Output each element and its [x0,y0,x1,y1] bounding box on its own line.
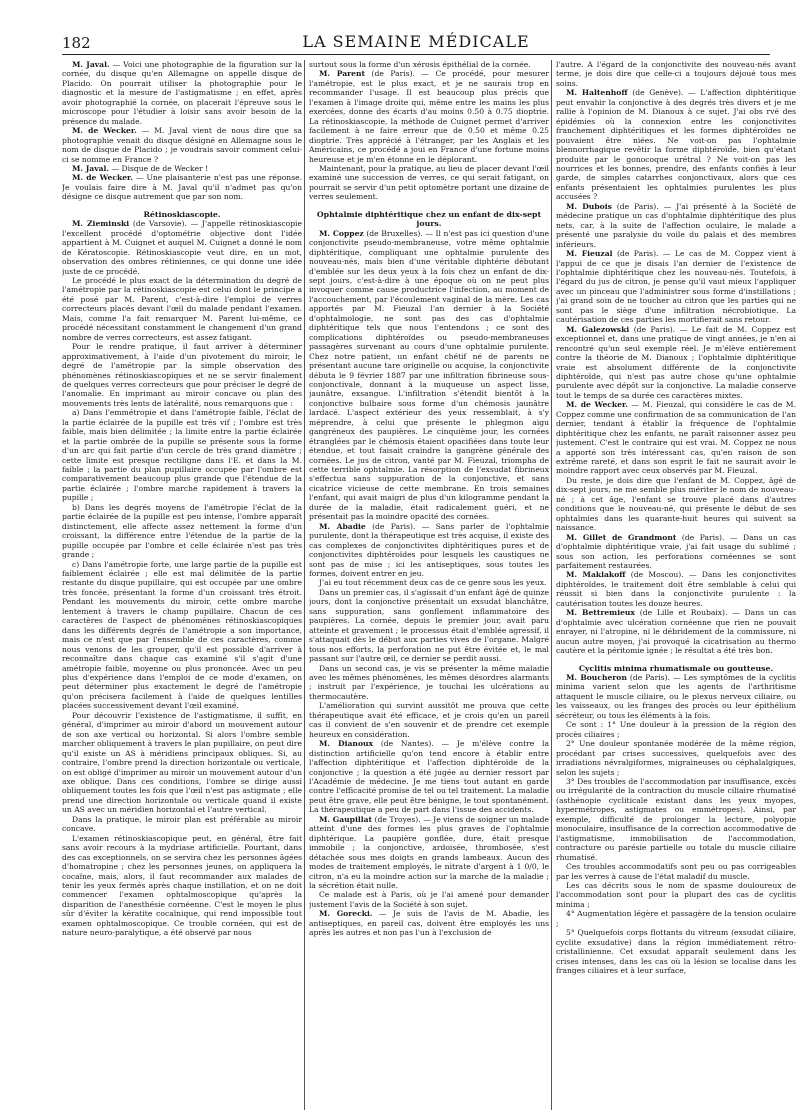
paragraph [309,739,549,815]
paragraph [62,60,302,126]
paragraph [62,219,302,276]
paragraph-text: Ce sont : 1° Une douleur à la pression de la région des procès ciliaires ; [556,720,796,739]
paragraph-text: (de Nantes). — Je m'élève contre la distinction artificielle qu'on tend encore à établir entre l'affection diphtéritique et l'affection diphtéroïde de la conjonctive ; la question a été jugée au dernier ressort par l'Académie de médecine. Je me tiens tout autant en garde contre l'efficacité promise de tel ou tel traitement. La maladie peut être grave, elle peut être bénigne, le tout spontanément. La thérapeutique a peu de part dans l'issue des accidents. [309,739,549,815]
journal-title: LA SEMAINE MÉDICALE [302,32,530,51]
speaker-name: M. Javal. [72,163,110,173]
paragraph-text: (de Paris). — Sans parler de l'ophtalmie purulente, dont la thérapeutique est très acquise, il existe des cas complexes de conjonctivites diphtéritiques pures et de conjonctivites diphtéroïdes pour lesquels les caustiques ne sont pas de mise ; ici les antiseptiques, sous toutes les formes, doivent entrer en jeu. [309,521,549,579]
paragraph [309,69,549,164]
paragraph [62,560,302,711]
speaker-name: M. Maklakoff [566,570,626,580]
paragraph [556,325,796,401]
paragraph [556,202,796,249]
paragraph-text: (de Paris). — Le fait de M. Coppez est exceptionnel et, dans une pratique de vingt années, je n'en ai rencontré qu'un seul exemple réel. Je m'élève entièrement contre la théorie de M. Dianoux ; l'ophtalmie diphtéritique vraie est absolument différente de la conjonctivite diphtéroïde, qui n'est pas autre chose qu'une ophtalmie purulente avec dépôt sur la conjonctive. La maladie conserve tout le temps de sa durée ces caractères mixtes. [556,324,796,400]
paragraph [556,777,796,862]
speaker-name: M. Parent [319,69,366,79]
paragraph-text: Ce malade est à Paris, où je l'ai amené pour demander justement l'avis de la Société à son sujet. [309,890,549,909]
text-column-left [62,60,302,1110]
speaker-name: M. Gorecki. [319,909,373,919]
paragraph-text: — Je suis de l'avis de M. Abadie, les antiseptiques, en pareil cas, doivent être employés les uns après les autres et non pas l'un à l'exclusion de [309,909,549,938]
paragraph [556,533,796,571]
paragraph-text: a) Dans l'emmétropie et dans l'amétropie faible, l'éclat de la partie éclairée de la pupille est très vif ; l'ombre est très faible, mais bien délimitée ; la limite entre la partie éclairée et la partie ombrée de la pupille se présente sous la forme d'un arc qui fait partie d'un cercle de très grand diamètre ; cette limite est presque rectiligne dans l'E. et dans la M. faible ; la partie du plan pupillaire occupée par l'ombre est comparativement beaucoup plus grande que l'étendue de la partie éclairée ; l'ombre marche rapidement à travers la pupille ; [62,408,302,503]
speaker-name: M. de Wecker. [72,173,133,183]
speaker-name: M. Bettremieux [566,608,635,618]
paragraph-text: — Disque de de Wecker ! [109,163,209,173]
paragraph-text: Dans un premier cas, il s'agissait d'un enfant âgé de quinze jours, dont la conjonctive présentait un exsudat blanchâtre, sans suppuration, sans gonflement inflammatoire des paupières. La cornée, depuis le premier jour, avait paru atteinte et gravement ; le processus était d'emblée agressif, il s'attaquait dès le début aux parties vives de l'organe. Malgré tous nos efforts, la perforation ne put être évitée et, le mal passant sur l'autre œil, ce dernier se perdit aussi. [309,587,549,664]
paragraph-text: (de Paris). — Les symptômes de la cyclitis minima varient selon que les agents de l'arthritisme attaquent le muscle ciliaire, ou le plexus nerveux ciliaire, ou les vaisseaux, ou les franges des procès ou leur épithélium sécréteur, ou tous les éléments à la fois. [556,673,796,720]
speaker-name: M. Fieuzal [566,249,613,259]
speaker-name: M. Gaupillat [319,814,373,824]
section-heading: Ophtalmie diphtéritique chez un enfant de dix-sept jours. [316,209,542,229]
paragraph-text: Du reste, je dois dire que l'enfant de M. Coppez, âgé de dix-sept jours, ne me semble plus mériter le nom de nouveau-né ; à cet âge, l'enfant se trouve placé dans d'autres conditions que le nouveau-né, qui présente le début de ses ophtalmies dans les quarante-huit heures qui suivent sa naissance. [556,475,796,533]
paragraph [62,711,302,815]
paragraph [62,834,302,938]
header-rule [62,54,770,55]
paragraph [62,503,302,560]
paragraph [556,88,796,201]
paragraph-text: J'ai eu tout récemment deux cas de ce genre sous les yeux. [319,578,547,588]
paragraph-text: (de Lille et Roubaix). — Dans un cas d'ophtalmie avec ulcération cornéenne que rien ne pouvait enrayer, ni l'atropine, ni le débridement de la commissure, ni aucun autre moyen, j'ai provoqué la cicatrisation au thermo cautère et la péritomie ignée ; le résultat a été très bon. [556,608,796,656]
paragraph-text: (de Varsovie). — J'appelle rétinoskiascopie l'excellent procédé d'optométrie objective dont l'idée appartient à M. Cuignet et auquel M. Cuignet a donné le nom de Kératoscopie. Rétinoskiascopie veut dire, en un mot, observation des ombres rétiniennes, ce qui donne une idée juste de ce procédé. [62,219,302,276]
paragraph [556,928,796,975]
paragraph-text: Dans la pratique, le miroir plan est préférable au miroir concave. [62,814,302,834]
paragraph-text: c) Dans l'amétropie forte, une large partie de la pupille est faiblement éclairée ; elle est mal délimitée de la partie restante du disque pupillaire, qui est occupée par une ombre très foncée, présentant la forme d'un croissant très étroit. Pendant les mouvements du miroir, cette ombre marche lentement à travers le champ pupillaire. Chacun de ces caractères de l'aspect de phénomènes rétinoskiascopiques dans les différents degrés de l'amétropie a son importance, mais ce n'est que par l'ensemble de ces caractères, comme nous venons de les grouper, qu'il est possible d'arriver à reconnaître dans chaque cas examiné s'il s'agit d'une amétropie faible, moyenne ou plus prononcée. Avec un peu plus d'expérience dans l'emploi de ce mode d'examen, on peut déterminer plus exactement le degré de l'amétropie qu'on précisera facilement à l'aide de quelques lentilles placées successivement devant l'œil examiné. [62,559,302,711]
paragraph [309,522,549,579]
paragraph [309,60,549,69]
speaker-name: M. Abadie [319,521,366,531]
paragraph [309,701,549,739]
speaker-name: M. Boucheron [566,673,627,682]
paragraph-text: surtout sous la forme d'un xérosis épithélial de la cornée. [309,60,531,69]
speaker-name: M. Haltenhoff [566,88,628,98]
paragraph-text: Ces troubles accommodatifs sont peu ou pas corrigeables par les verres à cause de l'état maladif du muscle. [556,862,796,881]
paragraph [556,60,796,88]
text-column-right [556,60,796,1110]
paragraph-text: L'examen rétinoskiascopique peut, en général, être fait sans avoir recours à la mydriase artificielle. Pourtant, dans des cas exceptionnels, on se servira chez les personnes âgées d'homatropine ; chez les personnes jeunes, on appliquera la cocaïne, mais, alors, il faut recommander aux malades de tenir les yeux fermés après chaque instillation, et on ne doit commencer l'examen ophtalmoscopique qu'après la disparition de l'anesthésie cornéenne. C'est le moyen le plus sûr d'éviter la kératite cocaïnique, qui rend impossible tout examen ophtalmoscopique. Ce trouble cornéen, qui est de nature neuro-paralytique, a été observé par nous [62,833,302,938]
paragraph-text: — M. Fieuzal, qui considère le cas de M. Coppez comme une confirmation de sa communication de l'an dernier, tendant à établir la fréquence de l'ophtalmie diphtéritique chez les enfants, ne paraît raisonner assez peu justement. C'est le contraire qui est vrai. M. Coppez ne nous a apporté son très intéressant cas, qu'en raison de son extrême rareté, et dans son esprit le fait ne saurait avoir le moindre rapport avec ceux observés par M. Fieuzal. [556,400,796,476]
speaker-name: M. Zieminski [72,219,130,229]
speaker-name: M. Dubois [566,201,612,211]
speaker-name: M. de Wecker. [72,126,137,136]
paragraph [556,570,796,608]
paragraph-text: Les cas décrits sous le nom de spasme douloureux de l'accommodation sont pour la plupart des cas de cyclitis minima ; [556,880,796,909]
speaker-name: M. Javal. [72,60,110,69]
paragraph [556,400,796,476]
paragraph [309,664,549,702]
paragraph-text: Pour découvrir l'existence de l'astigmatisme, il suffit, en général, d'imprimer au miroir d'abord un mouvement autour de son axe vertical ou horizontal. Si alors l'ombre semble marcher obliquement à travers le plan pupillaire, on peut dire qu'il existe un AS à méridiens principaux obliques. Si, au contraire, l'ombre prend la direction horizontale ou verticale, on est obligé d'imprimer au miroir un mouvement autour d'un axe oblique. Dans ces conditions, l'ombre se dirige aussi obliquement toutes les fois que l'œil n'est pas astigmate ; elle prend une direction horizontale ou verticale quand il existe un AS avec un méridien horizontal et l'autre vertical. [62,710,302,815]
paragraph [556,720,796,739]
section-heading: Rétinoskiascopie. [143,209,221,219]
paragraph-text: (de Paris). — Dans un cas d'ophtalmie diphtéritique vraie, j'ai fait usage du sublimé ; sous son action, les perforations cornéennes se sont parfaitement restaurées. [556,532,796,571]
paragraph [556,608,796,655]
speaker-name: M. Gillet de Grandmont [566,532,677,542]
paragraph-text: (de Troyes). — Je viens de soigner un malade atteint d'une des formes les plus graves de l'ophtalmie diphtérique. La paupière gonflée, dure, était presque immobile ; la conjonctive, ardoisée, thrombosée, s'est détachée sous mes doigts en grands lambeaux. Aucun des modes de traitement employés, le nitrate d'argent à 1 0/0, le citron, n'a eu la moindre action sur la marche de la maladie ; la sécrétion était nulle. [309,814,549,890]
section-heading: Cyclitis minima rhumatismale ou goutteuse. [578,663,774,673]
paragraph-text: 5° Quelquefois corps flottants du vitreum (exsudat ciliaire, cyclite exsudative) dans la région immédiatement rétro-cristallinienne. Cet exsudat apparaît seulement dans les crises intenses, dans les cas où la lésion se localise dans les franges ciliaires et à leur surface, [556,928,796,976]
page-number: 182 [62,34,91,52]
paragraph [62,173,302,201]
column-divider [304,60,305,1110]
paragraph [556,739,796,777]
paragraph-text: (de Moscou). — Dans les conjonctivites diphtéroïdes, le traitement doit être semblable à celui qui réussit si bien dans la conjonctivite purulente : la cautérisation toutes les douze heures. [556,570,796,608]
paragraph [309,164,549,202]
paragraph-text: l'autre. A l'égard de la conjonctivite des nouveau-nés avant terme, je dois dire que celle-ci a toujours déjoué tous mes soins. [556,60,796,88]
page-header [62,30,770,56]
paragraph-text: — M. Javal vient de nous dire que sa photographie venait du disque désigné en Allemagne sous le nom de disque de Placido ; je voudrais savoir comment celui-ci se nomme en France ? [62,126,302,164]
paragraph-text: (de Paris). — Ce procédé, pour mesurer l'amétropie, est le plus exact, et je ne saurais trop en recommander l'usage. Il est beaucoup plus précis que l'examen à l'image droite qui, même entre les mains les plus exercées, donne des écarts d'au moins 0.50 à 0.75 dioptrie. La rétinoskiascopie, la méthode de Cuignet permet d'arriver facilement à ne faire erreur que de 0.50 et même 0.25 dioptrie. Très apprécié à l'étranger, par les Anglais et les Américains, ce procédé a joui en France d'une fortune moins heureuse et je m'en étonne en le déplorant. [309,69,549,164]
paragraph [556,862,796,881]
paragraph [62,276,302,342]
paragraph [309,890,549,909]
paragraph-text: — Une plaisanterie n'est pas une réponse. Je voulais faire dire à M. Javal qu'il n'admet pas qu'on désigne ce disque autrement que par son nom. [62,173,302,202]
text-column-middle [309,60,549,1110]
paragraph [309,229,549,522]
paragraph [62,342,302,408]
paragraph-text: (de Bruxelles). — Il n'est pas ici question d'une conjonctivite pseudo-membraneuse, votre même ophtalmie diphtéritique, compliquant une ophtalmie purulente des nouveau-nés, mais bien d'une véritable diphtérie débutant d'emblée sur les deux yeux à la fois chez un enfant de dix-sept jours, c'est-à-dire à une époque où on ne peut plus invoquer comme cause productrice l'infection, au moment de l'accouchement, par l'écoulement vaginal de la mère. Les cas apportés par M. Fieuzal l'an dernier à la Société d'ophtalmologie, ne sont pas des cas d'ophtalmie diphtéritique tels que nous l'entendons ; ce sont des complications diphtéroïdes ou pseudo-membraneuses passagères survenant au cours d'une ophtalmie purulente. Chez notre patient, un enfant chétif né de parents ne présentant aucune tare originelle ou acquise, la conjonctivite débuta le 9 février 1887 par une infiltration fibrineuse sous-conjonctivale, donnant à la muqueuse un aspect lisse, jaunâtre, exsangue. L'infiltration s'étendit bientôt à la conjonctive bulbaire sous forme d'un chémosis jaunâtre lardacé. L'aspect extérieur des yeux ressemblait, à s'y méprendre, à celui que présente le phlegmon aigu gangréneux des paupières. Le cinquième jour, les cornées étranglées par le chémosis étaient opacifiées dans toute leur étendue, et tout faisait craindre la gangrène générale des cornées. Le jus de citron, vanté par M. Fieuzal, triompha de cette terrible ophtalmie. La résorption de l'exsudat fibrineux s'effectua sans suppuration de la conjonctive, et sans cicatrice vicieuse de cette membrane. En trois semaines l'enfant, qui avait maigri de plus d'un kilogramme pendant la durée de la maladie, était radicalement guéri, et ne présentait pas la moindre opacité des cornées. [309,228,549,522]
speaker-name: M. Coppez [319,228,364,238]
paragraph [62,408,302,503]
column-divider [551,60,552,1110]
paragraph [309,588,549,664]
paragraph [309,909,549,937]
paragraph [556,673,796,720]
paragraph-text: 4° Augmentation légère et passagère de la tension oculaire ; [556,909,796,928]
paragraph-text: 2° Une douleur spontanée modérée de la même région, procédant par crises successives, quelquefois avec des irradiations névralgiformes, migraineuses ou céphalalgiques, selon les sujets ; [556,739,796,777]
paragraph-text: (de Paris). — Le cas de M. Coppez vient à l'appui de ce que je disais l'an dernier de l'existence de l'ophtalmie diphtéritique chez les nouveau-nés. Toutefois, à l'égard du jus de citron, je pense qu'il vaut mieux l'appliquer avec un pinceau que l'administrer sous forme d'instillations ; j'ai grand soin de ne toucher au citron que les parties qui ne sont pas le siège d'une infiltration nécrobiotique. La cautérisation de ces parties les mortifierait sans retour. [556,249,796,325]
paragraph-text: (de Genève). — L'affection diphtéritique peut envahir la conjonctive à des degrés très divers et je me rallie à l'opinion de M. Dianoux à ce sujet. J'ai obs rvé des épidémies où la connexion entre les conjonctivites franchement diphtéritiques et les formes diphtéroïdes ne pouvaient être niées. Ne voit-on pas l'ophtalmie blennorrhagique revêtir la forme diphtéroïde, bien qu'étant produite par le gonocoque urétral ? Ne voit-on pas les nourrices et les bonnes, prendre, des enfants confiés à leur garde, de simples catarrhes conjonctivaux, alors que ces enfants présentaient les ophtalmies purulentes les plus accusées ? [556,88,796,202]
paragraph [556,249,796,325]
paragraph [309,815,549,891]
paragraph-text: (de Paris). — J'ai présenté à la Société de médecine pratique un cas d'ophtalmie diphtéritique des plus nets, car, à la suite de l'affection oculaire, le malade a présenté une paralysie du voile du palais et des membres inférieurs. [556,201,796,249]
paragraph-text: L'amélioration qui survint aussitôt me prouva que cette thérapeutique avait été efficace, et je crois qu'en un pareil cas il convient de s'en souvenir et de prendre cet exemple heureux en considération. [309,701,549,739]
paragraph-text: — Voici une photographie de la figuration sur la cornée, du disque qu'en Allemagne on appelle disque de Placido. On pourrait utiliser la photographie pour le diagnostic et la mesure de l'astigmatisme ; en effet, après avoir photographié la cornée, on placerait l'épreuve sous le microscope pour l'étudier à loisir sans avoir besoin de la présence du malade. [62,60,302,126]
paragraph [62,126,302,164]
speaker-name: M. Galezowski [566,324,630,334]
paragraph-text: b) Dans les degrés moyens de l'amétropie l'éclat de la partie éclairée de la pupille est peu intense, l'ombre apparaît distinctement, elle affecte assez nettement la forme d'un croissant, la différence entre l'étendue de la partie de la pupille occupée par l'ombre et celle éclairée n'est pas très grande ; [62,502,302,560]
paragraph [309,578,549,587]
paragraph-text: Le procédé le plus exact de la détermination du degré de l'amétropie par la rétinoskiascopie est celui dont le principe a été posé par M. Parent, c'est-à-dire l'emploi de verres correcteurs placés devant l'œil du malade pendant l'examen. Mais, comme l'a fait remarquer M. Parent lui-même, ce procédé nécessitant constamment le changement d'un grand nombre de verres correcteurs, est assez fatigant. [62,275,302,342]
paragraph-text: 3° Des troubles de l'accommodation par insuffisance, excès ou irrégularité de la contraction du muscle ciliaire rhumatisé (asthénopie cycliticale existant dans les yeux myopes, hypermétropes, astigmates ou emmétropes). Ainsi, par exemple, difficulté de prolonger la lecture, polyopie monoculaire, insuffisance de la correction accommodative de l'astigmatisme, immobilisation de l'accommodation, contracture ou parésie partielle ou totale du muscle ciliaire rhumatisé. [556,776,796,862]
paragraph-text: Maintenant, pour la pratique, au lieu de placer devant l'œil examiné une succession de verres, ce qui serait fatigant, on pourrait se servir d'un petit optomètre portant une dizaine de verres seulement. [309,163,549,202]
paragraph [62,815,302,834]
paragraph-text: Dans un second cas, je vis se présenter la même maladie avec les mêmes phénomènes, les mêmes désordres alarmants ; instruit par l'expérience, je touchai les ulcérations au thermocautère. [309,663,549,701]
paragraph [556,881,796,909]
paragraph [556,909,796,928]
paragraph [62,164,302,173]
speaker-name: M. de Wecker. [566,400,628,410]
speaker-name: M. Dianoux [319,739,374,749]
paragraph-text: Pour le rendre pratique, il faut arriver à déterminer approximativement, à l'aide d'un pivotement du miroir, le degré de l'amétropie par la simple observation des phénomènes rétinoskiascopiques et ne se servir finalement de quelques verres correcteurs que pour préciser le degré de l'anomalie. En imprimant au miroir concave ou plan des mouvements très lents de latéralité, nous remarquons que : [62,342,302,408]
paragraph [556,476,796,533]
